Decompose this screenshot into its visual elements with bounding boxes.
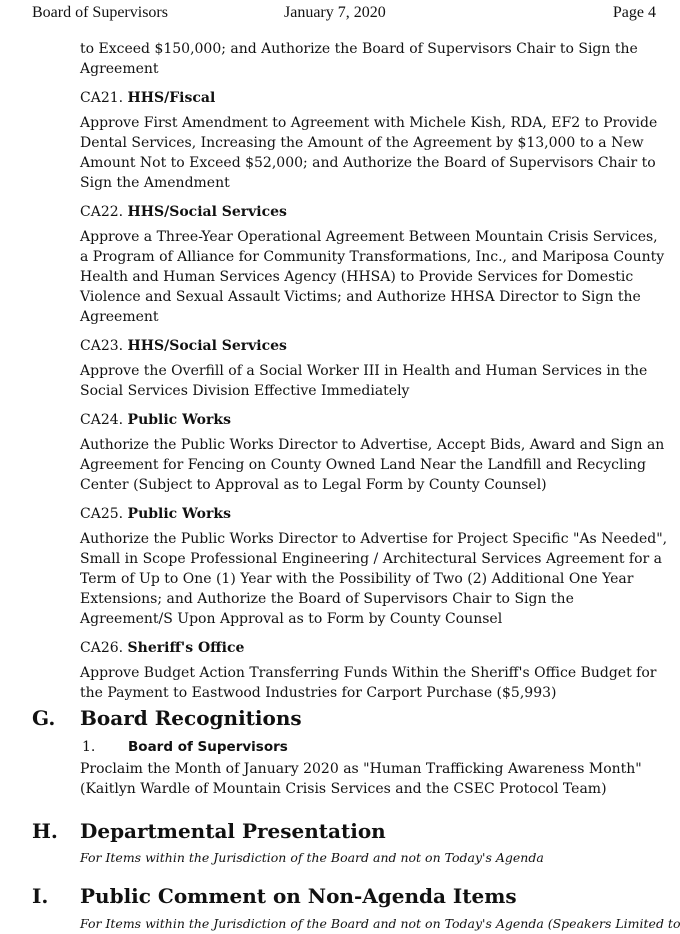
section-title: Departmental Presentation xyxy=(80,819,386,843)
item-heading-ca23 xyxy=(80,336,670,356)
item-code: CA24. xyxy=(80,412,124,428)
section-note: For Items within the Jurisdiction of the Board and not on Today's Agenda xyxy=(80,850,544,865)
item-dept: HHS/Social Services xyxy=(127,204,287,220)
item-code: CA25. xyxy=(80,506,124,522)
item-dept: HHS/Fiscal xyxy=(127,90,216,106)
header-page-number: Page 4 xyxy=(612,4,656,21)
item-heading-ca22 xyxy=(80,202,670,222)
header-date: January 7, 2020 xyxy=(284,4,386,21)
subitem-number: 1. xyxy=(82,739,96,755)
section-body-h xyxy=(80,849,670,867)
item-dept: Public Works xyxy=(127,412,231,428)
continuation-text: to Exceed $150,000; and Authorize the Board of Supervisors Chair to Sign the Agreement xyxy=(80,41,638,77)
section-note: For Items within the Jurisdiction of the Board and not on Today's Agenda (Speakers Limited to xyxy=(80,916,680,931)
item-code: CA26. xyxy=(80,640,124,656)
item-heading-ca25 xyxy=(80,504,670,524)
item-text-ca23: Approve the Overfill of a Social Worker III in Health and Human Services in the Social Services Division Effective Immediately xyxy=(80,363,648,399)
consent-agenda-items xyxy=(80,39,670,703)
item-heading-ca26 xyxy=(80,638,670,658)
recognition-subheading xyxy=(80,737,670,759)
section-body-g xyxy=(80,737,670,799)
item-text-ca22: Approve a Three-Year Operational Agreement Between Mountain Crisis Services, a Program of Alliance for Community Transformations, Inc., and Mariposa County Health and Human Services Agency (HHSA) to Provide Services for Domestic Violence and Sexual Assault Victims; and Authorize HHSA Director to Sign the Agreement xyxy=(80,229,665,325)
item-code: CA21. xyxy=(80,90,124,106)
section-body-i xyxy=(80,915,680,933)
item-dept: Public Works xyxy=(127,506,231,522)
item-text-ca25: Authorize the Public Works Director to Advertise for Project Specific "As Needed", Small in Scope Professional Engineering / Architectural Services Agreement for a Term of Up to One (1) Year with the Possibility of Two (2) Additional One Year Extensions; and Authorize the Board of Supervisors Chair to Sign the Agreement/S Upon Approval as to Form by County Counsel xyxy=(80,531,668,627)
section-letter: I. xyxy=(32,884,49,908)
section-title: Public Comment on Non-Agenda Items xyxy=(80,884,517,908)
section-letter: H. xyxy=(32,819,58,843)
header-board-name: Board of Supervisors xyxy=(32,4,168,21)
section-letter: G. xyxy=(32,706,56,730)
item-dept: Sheriff's Office xyxy=(127,640,245,656)
item-dept: HHS/Social Services xyxy=(127,338,287,354)
section-title: Board Recognitions xyxy=(80,706,302,730)
recognition-text: Proclaim the Month of January 2020 as "Human Trafficking Awareness Month" (Kaitlyn Wardle of Mountain Crisis Services and the CSEC Protocol Team) xyxy=(80,761,642,797)
item-text-ca24: Authorize the Public Works Director to Advertise, Accept Bids, Award and Sign an Agreement for Fencing on County Owned Land Near the Landfill and Recycling Center (Subject to Approval as to Legal Form by County Counsel) xyxy=(80,437,665,493)
item-heading-ca24 xyxy=(80,410,670,430)
page-header xyxy=(32,4,656,24)
subitem-title: Board of Supervisors xyxy=(128,739,288,755)
item-code: CA22. xyxy=(80,204,124,220)
item-heading-ca21 xyxy=(80,88,670,108)
item-text-ca26: Approve Budget Action Transferring Funds Within the Sheriff's Office Budget for the Payment to Eastwood Industries for Carport Purchase ($5,993) xyxy=(80,665,657,701)
item-text-ca21: Approve First Amendment to Agreement with Michele Kish, RDA, EF2 to Provide Dental Services, Increasing the Amount of the Agreement by $13,000 to a New Amount Not to Exceed $52,000; and Authorize the Board of Supervisors Chair to Sign the Amendment xyxy=(80,115,658,191)
item-code: CA23. xyxy=(80,338,124,354)
